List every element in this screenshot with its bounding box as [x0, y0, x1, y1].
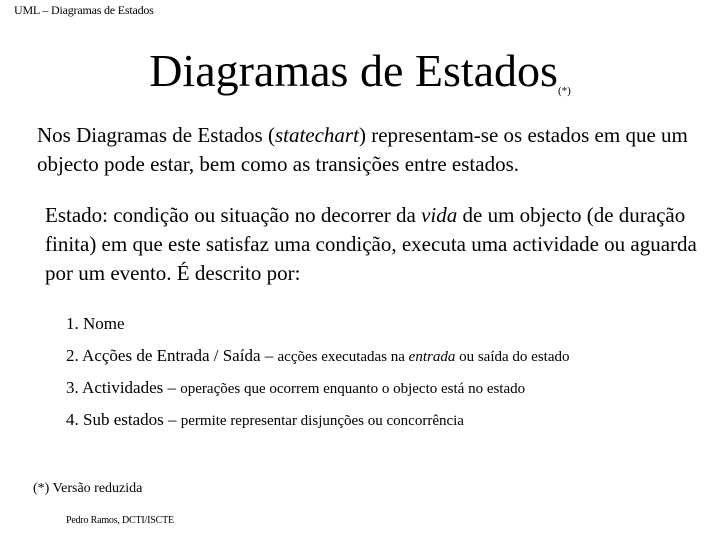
item-description: permite representar disjunções ou concorrência — [180, 413, 464, 429]
estado-text-end: de um objecto (de duração finita) em que este satisfaz uma condição, executa uma actividade ou aguarda por um evento. É descrito por: — [45, 203, 697, 285]
slide-header: UML – Diagramas de Estados — [14, 3, 154, 17]
item-separator: – — [163, 410, 181, 429]
item-desc-italic: entrada — [408, 349, 456, 365]
estado-italic-term: vida — [421, 203, 458, 227]
item-label: 2. Acções de Entrada / Saída — [66, 346, 261, 365]
intro-text-start: Nos Diagramas de Estados ( — [37, 123, 275, 147]
item-desc-end: ou saída do estado — [455, 349, 570, 365]
item-label: 3. Actividades — [66, 378, 164, 397]
item-label: 1. Nome — [66, 314, 125, 333]
list-item — [66, 344, 716, 376]
state-description-list — [66, 312, 716, 440]
slide-title — [0, 45, 720, 97]
item-label: 4. Sub estados — [66, 410, 164, 429]
title-footnote-mark: (*) — [557, 85, 571, 97]
slide-footer: Pedro Ramos, DCTI/ISCTE — [66, 515, 174, 526]
list-item — [66, 312, 716, 344]
estado-text-start: Estado: condição ou situação no decorrer da — [45, 203, 422, 227]
item-separator: – — [163, 378, 181, 397]
intro-text-end: ) representam-se os estados em que um objecto pode estar, bem como as transições entre estados. — [37, 123, 688, 176]
item-description — [278, 349, 570, 365]
title-text: Diagramas de Estados — [149, 45, 558, 96]
item-description: operações que ocorrem enquanto o objecto está no estado — [180, 381, 526, 397]
intro-paragraph — [37, 121, 707, 179]
list-item — [66, 376, 716, 408]
list-item — [66, 408, 716, 440]
footnote: (*) Versão reduzida — [33, 481, 143, 496]
item-separator: – — [260, 346, 278, 365]
estado-paragraph — [45, 201, 705, 288]
item-desc-start: acções executadas na — [277, 349, 409, 365]
intro-italic-term: statechart — [274, 123, 359, 147]
